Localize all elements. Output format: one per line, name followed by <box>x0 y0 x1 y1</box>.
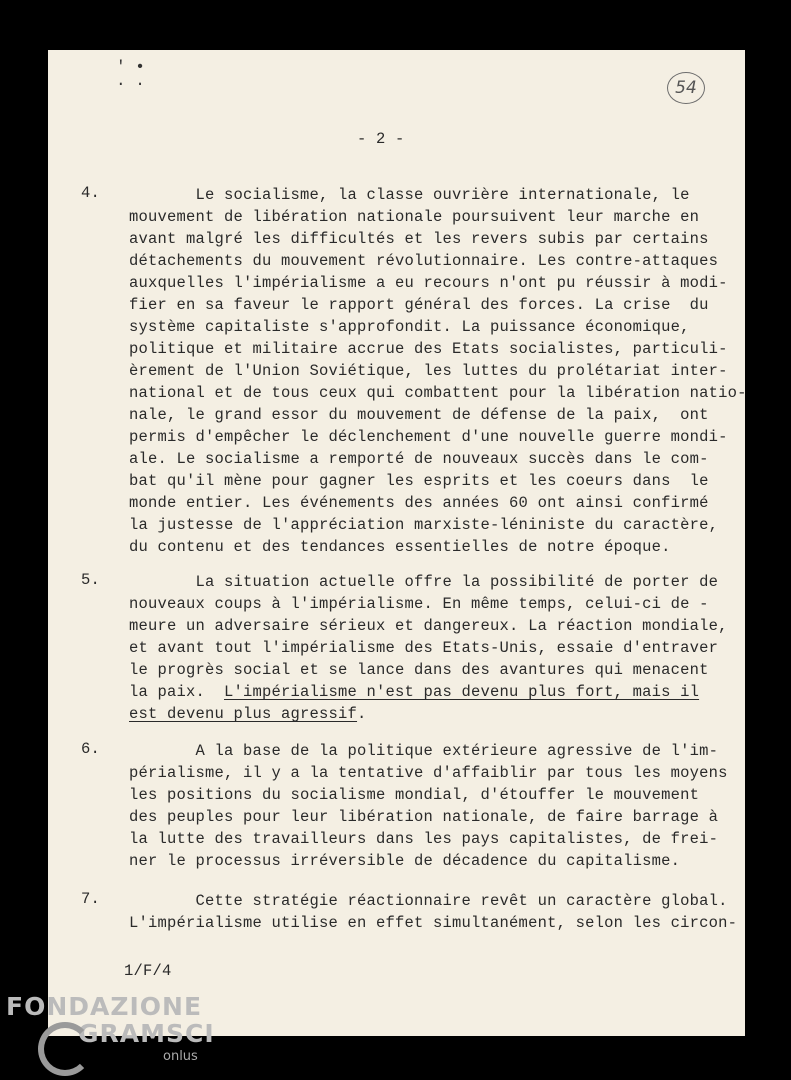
logo-g-icon <box>38 1022 92 1076</box>
text-line: périalisme, il y a la tentative d'affaiblir par tous les moyens <box>129 764 728 782</box>
paragraph-number: 6. <box>81 740 101 758</box>
archive-page-number-stamp: 54 <box>667 72 705 104</box>
text-line: mouvement de libération nationale poursuivent leur marche en <box>129 208 700 226</box>
text-line: meure un adversaire sérieux et dangereux. La réaction mondiale, <box>129 617 728 635</box>
underlined-text: est devenu plus agressif <box>129 705 358 723</box>
text-line: nale, le grand essor du mouvement de défense de la paix, ont <box>129 406 709 424</box>
text-line: nouveaux coups à l'impérialisme. En même temps, celui-ci de - <box>129 595 709 613</box>
text-line: des peuples pour leur libération nationale, de faire barrage à <box>129 808 719 826</box>
text-line: L'impérialisme utilise en effet simultanément, selon les circon- <box>129 914 738 932</box>
text-line: monde entier. Les événements des années 60 ont ainsi confirmé <box>129 494 709 512</box>
text-line: du contenu et des tendances essentielles de notre époque. <box>129 538 671 556</box>
text-line: ner le processus irréversible de décadence du capitalisme. <box>129 852 681 870</box>
paragraph-4 <box>129 184 747 558</box>
text-line: ale. Le socialisme a remporté de nouveaux succès dans le com- <box>129 450 709 468</box>
text-line: Le socialisme, la classe ouvrière internationale, le <box>129 186 690 204</box>
text-line: les positions du socialisme mondial, d'étouffer le mouvement <box>129 786 700 804</box>
paragraph-5 <box>129 571 728 725</box>
paragraph-number: 5. <box>81 571 101 589</box>
text-line: politique et militaire accrue des Etats socialistes, particuli- <box>129 340 728 358</box>
paragraph-6 <box>129 740 728 872</box>
text-line <box>129 703 689 725</box>
text-line: la lutte des travailleurs dans les pays capitalistes, de frei- <box>129 830 719 848</box>
text-segment: la paix. <box>129 683 225 701</box>
text-line: bat qu'il mène pour gagner les esprits et les coeurs dans le <box>129 472 709 490</box>
text-line: la justesse de l'appréciation marxiste-léniniste du caractère, <box>129 516 719 534</box>
watermark-line1: FONDAZIONE <box>6 992 203 1021</box>
text-line: èrement de l'Union Soviétique, les luttes du prolétariat inter- <box>129 362 728 380</box>
paragraph-7 <box>129 890 738 934</box>
text-line <box>129 681 700 703</box>
text-line: A la base de la politique extérieure agressive de l'im- <box>129 742 719 760</box>
watermark-line2: GRAMSCI <box>78 1019 215 1048</box>
document-reference: 1/F/4 <box>124 962 172 980</box>
text-line: fier en sa faveur le rapport général des forces. La crise du <box>129 296 709 314</box>
watermark-line3: onlus <box>163 1049 198 1064</box>
text-line: La situation actuelle offre la possibilité de porter de <box>129 573 719 591</box>
text-line: permis d'empêcher le déclenchement d'une nouvelle guerre mondi- <box>129 428 728 446</box>
text-line: système capitaliste s'approfondit. La puissance économique, <box>129 318 690 336</box>
text-line: détachements du mouvement révolutionnaire. Les contre-attaques <box>129 252 719 270</box>
text-line: et avant tout l'impérialisme des Etats-Unis, essaie d'entraver <box>129 639 719 657</box>
paragraph-number: 4. <box>81 184 101 202</box>
text-line: le progrès social et se lance dans des avantures qui menacent <box>129 661 709 679</box>
text-line: Cette stratégie réactionnaire revêt un caractère global. <box>129 892 728 910</box>
fondazione-gramsci-watermark <box>6 994 215 1063</box>
text-line: avant malgré les difficultés et les revers subis par certains <box>129 230 709 248</box>
paragraph-number: 7. <box>81 890 101 908</box>
underlined-text: L'impérialisme n'est pas devenu plus fort, mais il <box>224 683 700 701</box>
handwritten-marks: ' • . . <box>116 58 145 90</box>
text-line: auxquelles l'impérialisme a eu recours n'ont pu réussir à modi- <box>129 274 728 292</box>
page-number: - 2 - <box>357 130 405 148</box>
text-segment: . <box>357 705 367 723</box>
text-line: national et de tous ceux qui combattent pour la libération natio- <box>129 384 747 402</box>
